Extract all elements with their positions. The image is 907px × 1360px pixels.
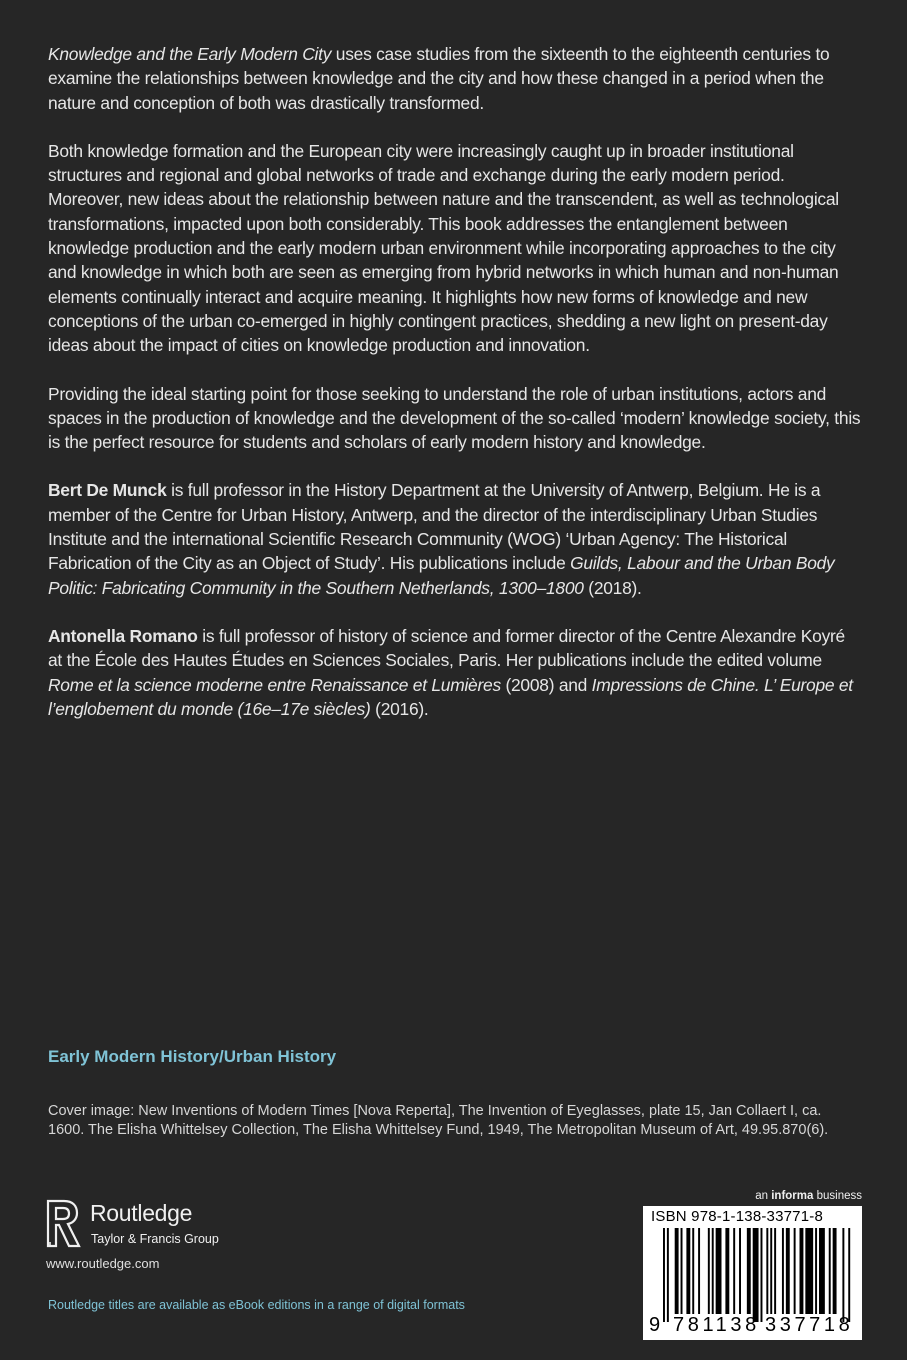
barcode: ISBN 978-1-138-33771-8 9 781138 337718 (643, 1206, 862, 1340)
barcode-bar (716, 1228, 722, 1314)
barcode-bar (829, 1228, 831, 1314)
back-cover-blurb (48, 42, 863, 745)
publication-title: Guilds, Labour and the Urban Body Politic: Fabricating Community in the Southern Netherlands, 1300–1800 (48, 553, 835, 598)
barcode-bar (739, 1228, 741, 1314)
author-name: Bert De Munck (48, 480, 167, 501)
barcode-bar (725, 1228, 729, 1314)
publisher-group: Taylor & Francis Group (91, 1232, 219, 1246)
barcode-bar (753, 1228, 759, 1322)
barcode-bar (761, 1228, 763, 1322)
barcode-bar (805, 1228, 813, 1314)
barcode-bar (698, 1228, 700, 1314)
publisher-name: Routledge (90, 1200, 193, 1226)
author-name: Antonella Romano (48, 625, 198, 646)
barcode-bar (733, 1228, 735, 1314)
barcode-bar (794, 1228, 796, 1314)
blurb-paragraph-2: Both knowledge formation and the European city were increasingly caught up in broader institutional structures and regional and global networks of trade and exchange during the early modern period. Moreover, new ideas about the relationship between nature and the transcendent, as well as technological transformations, impacted upon both considerably. This book addresses the entanglement between knowledge production and the early modern urban environment while incorporating approaches to the city and knowledge in which both are seen as emerging from hybrid networks in which human and non-human elements continually interact and acquire meaning. It highlights how new forms of knowledge and new conceptions of the urban co-emerged in highly contingent practices, shedding a new light on present-day ideas about the impact of cities on knowledge production and innovation. (48, 140, 839, 356)
subject-category: Early Modern History/Urban History (48, 1047, 337, 1066)
cover-image-credit: Cover image: New Inventions of Modern Times [Nova Reperta], The Invention of Eyeglasses, plate 15, Jan Collaert I, ca. 1600. The Elisha Whittelsey Collection, The Elisha Whittelsey Fund, 1949, The Metropolitan Museum of Art, 49.95.870(6). (48, 1103, 829, 1138)
barcode-bar (692, 1228, 694, 1314)
barcode-bar (708, 1228, 710, 1314)
author-bio-1: Bert De Munck is full professor in the History Department at the University of Antwerp, Belgium. He is a member of the Centre for Urban History, Antwerp, and the director of the interdisciplinary Urban Studies Institute and the international Scientific Research Community (WOG) ‘Urban Agency: The Historical Fabrication of the City as an Object of Study’. His publications include Guilds, Labour and the Urban Body Politic: Fabricating Community in the Southern Netherlands, 1300–1800 (2018). (48, 480, 835, 598)
barcode-bar (770, 1228, 772, 1314)
barcode-bar (774, 1228, 776, 1314)
barcode-bar (833, 1228, 837, 1314)
barcode-bar (842, 1228, 844, 1322)
barcode-bar (786, 1228, 790, 1314)
barcode-bar (663, 1228, 665, 1322)
publisher-website: www.routledge.com (46, 1256, 160, 1271)
barcode-bar (681, 1228, 683, 1314)
publication-title: Rome et la science moderne entre Renaissance et Lumières (48, 674, 501, 695)
barcode-bar (747, 1228, 751, 1314)
informa-business-tag: an informa business (755, 1190, 862, 1202)
publication-title: Impressions de Chine. L’ Europe et l’englobement du monde (16e–17e siècles) (48, 674, 853, 719)
blurb-paragraph-1: Knowledge and the Early Modern City uses case studies from the sixteenth to the eighteenth centuries to examine the relationships between knowledge and the city and how these changed in a period when the nature and conception of both was drastically transformed. (48, 44, 830, 113)
author-bio-2: Antonella Romano is full professor of history of science and former director of the Centre Alexandre Koyré at the École des Hautes Études en Sciences Sociales, Paris. Her publications include the edited volume Rome et la science moderne entre Renaissance et Lumières (2008) and Impressions de Chine. L’ Europe et l’englobement du monde (16e–17e siècles) (2016). (48, 625, 853, 719)
barcode-bar (766, 1228, 768, 1314)
barcode-bar (819, 1228, 825, 1314)
barcode-bar (782, 1228, 784, 1314)
barcode-bar (800, 1228, 804, 1314)
barcode-bar (712, 1228, 714, 1314)
barcode-bar (667, 1228, 669, 1322)
book-title: Knowledge and the Early Modern City (48, 44, 332, 64)
isbn-label: ISBN 978-1-138-33771-8 (651, 1208, 824, 1225)
barcode-bar (815, 1228, 817, 1314)
barcode-bar (686, 1228, 690, 1314)
routledge-logo-icon (46, 1198, 82, 1250)
barcode-bar (848, 1228, 850, 1322)
ebook-note: Routledge titles are available as eBook editions in a range of digital formats (48, 1298, 465, 1312)
blurb-paragraph-3: Providing the ideal starting point for those seeking to understand the role of urban institutions, actors and spaces in the production of knowledge and the development of the so-called ‘modern’ knowledge society, this is the perfect resource for students and scholars of early modern history and knowledge. (48, 383, 861, 453)
barcode-bar (675, 1228, 679, 1314)
